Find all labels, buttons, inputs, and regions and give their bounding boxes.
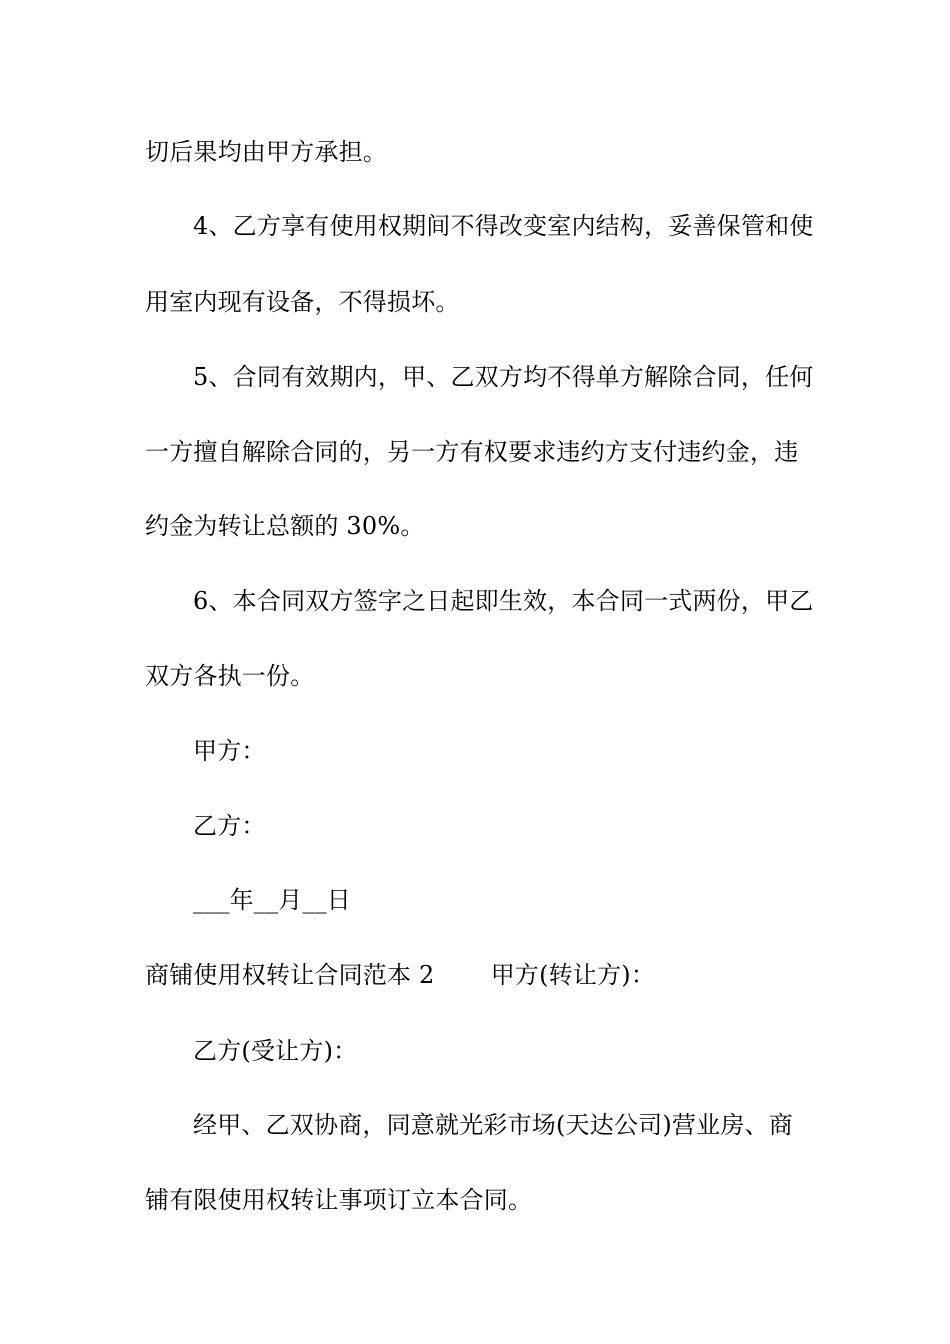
intro-line-1: 经甲、乙双协商，同意就光彩市场(天达公司)营业房、商: [193, 1111, 793, 1139]
clause-5-line-3: 约金为转让总额的 30%。: [145, 512, 425, 540]
clause-6-line-2: 双方各执一份。: [145, 662, 315, 690]
party-b-transferee-label: 乙方(受让方)：: [193, 1037, 358, 1065]
date-line: ___年__月__日: [193, 886, 351, 914]
clause-5-line-1: 5、合同有效期内，甲、乙双方均不得单方解除合同，任何: [193, 363, 814, 391]
clause-6-line-1: 6、本合同双方签字之日起即生效，本合同一式两份，甲乙: [193, 587, 814, 615]
party-a-signature-label: 甲方：: [193, 737, 266, 765]
paragraph-line: 切后果均由甲方承担。: [145, 138, 387, 166]
clause-4-line-2: 用室内现有设备，不得损坏。: [145, 288, 460, 316]
party-b-signature-label: 乙方：: [193, 812, 266, 840]
contract-title-line: 商铺使用权转让合同范本 2 甲方(转让方)：: [145, 961, 656, 989]
intro-line-2: 铺有限使用权转让事项订立本合同。: [145, 1186, 533, 1214]
clause-4-line-1: 4、乙方享有使用权期间不得改变室内结构，妥善保管和使: [193, 212, 814, 240]
clause-5-line-2: 一方擅自解除合同的，另一方有权要求违约方支付违约金，违: [145, 438, 799, 466]
